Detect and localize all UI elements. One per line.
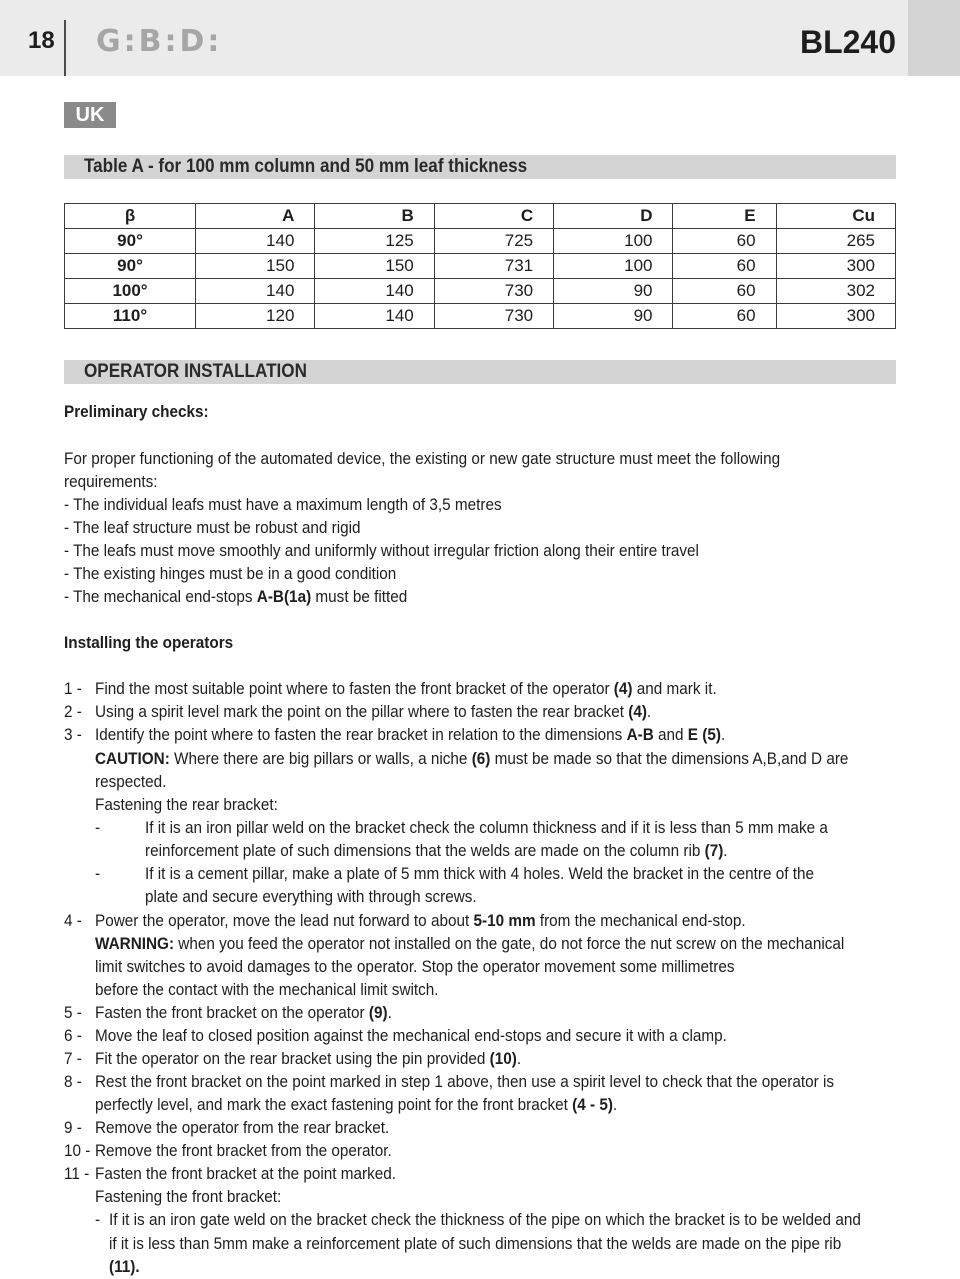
table-header-cell: β bbox=[65, 204, 196, 229]
section-title: OPERATOR INSTALLATION bbox=[84, 361, 307, 382]
table-cell: 302 bbox=[776, 279, 895, 304]
table-cell: 60 bbox=[673, 229, 776, 254]
table-cell: 140 bbox=[315, 304, 434, 329]
front-bracket-ref: (11). bbox=[109, 1257, 140, 1276]
table-cell: 731 bbox=[434, 254, 553, 279]
step-text-cont: perfectly level, and mark the exact fastening point for the front bracket (4 - 5). bbox=[95, 1095, 618, 1114]
table-title: Table A - for 100 mm column and 50 mm leaf thickness bbox=[84, 156, 528, 177]
table-header-cell: A bbox=[196, 204, 315, 229]
table-row bbox=[65, 229, 896, 254]
bullet-dash: - bbox=[95, 1210, 101, 1229]
table-cell: 730 bbox=[434, 304, 553, 329]
table-title-bar bbox=[64, 155, 896, 179]
page-header bbox=[0, 0, 960, 76]
rear-bracket-item-cont: reinforcement plate of such dimensions that the welds are made on the column rib (7). bbox=[145, 841, 728, 860]
rear-bracket-item: If it is a cement pillar, make a plate of 5 mm thick with 4 holes. Weld the bracket in the centre of the bbox=[145, 864, 814, 883]
step-number: 2 - bbox=[64, 702, 82, 721]
table-row bbox=[65, 279, 896, 304]
step-text: Fasten the front bracket at the point marked. bbox=[95, 1164, 397, 1183]
table-cell: 90 bbox=[554, 304, 673, 329]
dimensions-table bbox=[64, 203, 896, 329]
table-header-row bbox=[65, 204, 896, 229]
table-cell: 100 bbox=[554, 229, 673, 254]
step-number: 1 - bbox=[64, 679, 82, 698]
step-text: Identify the point where to fasten the rear bracket in relation to the dimensions A-B and E (5). bbox=[95, 725, 726, 744]
table-cell: 60 bbox=[673, 254, 776, 279]
section-title-bar bbox=[64, 360, 896, 384]
table-cell: 90° bbox=[65, 229, 196, 254]
table-cell: 140 bbox=[315, 279, 434, 304]
rear-bracket-item-cont: plate and secure everything with through screws. bbox=[145, 887, 477, 906]
table-row bbox=[65, 254, 896, 279]
table-cell: 90 bbox=[554, 279, 673, 304]
prelim-heading: Preliminary checks: bbox=[64, 402, 209, 421]
table-cell: 110° bbox=[65, 304, 196, 329]
step-number: 11 - bbox=[64, 1164, 90, 1183]
check-item: - The individual leafs must have a maximum length of 3,5 metres bbox=[64, 495, 502, 514]
caution-note: CAUTION: Where there are big pillars or walls, a niche (6) must be made so that the dimensions A,B,and D are bbox=[95, 749, 849, 768]
table-header-cell: B bbox=[315, 204, 434, 229]
check-item: - The mechanical end-stops A-B(1a) must be fitted bbox=[64, 587, 408, 606]
table-cell: 265 bbox=[776, 229, 895, 254]
table-cell: 725 bbox=[434, 229, 553, 254]
table-row bbox=[65, 304, 896, 329]
table-header-cell: D bbox=[554, 204, 673, 229]
prelim-intro-cont: requirements: bbox=[64, 472, 158, 491]
table-cell: 150 bbox=[315, 254, 434, 279]
step-number: 8 - bbox=[64, 1072, 82, 1091]
step-number: 7 - bbox=[64, 1049, 82, 1068]
step-number: 5 - bbox=[64, 1003, 82, 1022]
step-number: 6 - bbox=[64, 1026, 82, 1045]
rear-bracket-heading: Fastening the rear bracket: bbox=[95, 795, 278, 814]
header-corner-block bbox=[908, 0, 960, 76]
step-text: Remove the front bracket from the operator. bbox=[95, 1141, 392, 1160]
prelim-intro: For proper functioning of the automated device, the existing or new gate structure must meet the following bbox=[64, 449, 781, 468]
front-bracket-item-cont: if it is less than 5mm make a reinforcement plate of such dimensions that the welds are made on the pipe rib bbox=[109, 1234, 842, 1253]
table-cell: 140 bbox=[196, 279, 315, 304]
caution-note-cont: respected. bbox=[95, 772, 167, 791]
table-header-cell: E bbox=[673, 204, 776, 229]
warning-note: WARNING: when you feed the operator not installed on the gate, do not force the nut screw on the mechanical bbox=[95, 934, 845, 953]
step-number: 4 - bbox=[64, 911, 82, 930]
page-number: 18 bbox=[28, 27, 55, 54]
step-text: Power the operator, move the lead nut forward to about 5-10 mm from the mechanical end-stop. bbox=[95, 911, 746, 930]
table-cell: 60 bbox=[673, 304, 776, 329]
model-name: BL240 bbox=[799, 24, 896, 60]
step-text: Fit the operator on the rear bracket using the pin provided (10). bbox=[95, 1049, 522, 1068]
bullet-dash: - bbox=[95, 864, 101, 883]
warning-note-cont: before the contact with the mechanical limit switch. bbox=[95, 980, 439, 999]
table-cell: 300 bbox=[776, 304, 895, 329]
front-bracket-item: If it is an iron gate weld on the bracket check the thickness of the pipe on which the bracket is to be welded and bbox=[109, 1210, 861, 1229]
installing-heading: Installing the operators bbox=[64, 633, 234, 652]
warning-note-cont: limit switches to avoid damages to the operator. Stop the operator movement some millimetres bbox=[95, 957, 735, 976]
step-text: Find the most suitable point where to fasten the front bracket of the operator (4) and mark it. bbox=[95, 679, 717, 698]
step-text: Rest the front bracket on the point marked in step 1 above, then use a spirit level to check that the operator is bbox=[95, 1072, 835, 1091]
step-number: 3 - bbox=[64, 725, 82, 744]
table-cell: 150 bbox=[196, 254, 315, 279]
step-text: Fasten the front bracket on the operator (9). bbox=[95, 1003, 392, 1022]
table-cell: 140 bbox=[196, 229, 315, 254]
table-cell: 125 bbox=[315, 229, 434, 254]
step-text: Remove the operator from the rear bracket. bbox=[95, 1118, 390, 1137]
table-header-cell: C bbox=[434, 204, 553, 229]
table-cell: 100 bbox=[554, 254, 673, 279]
step-text: Using a spirit level mark the point on the pillar where to fasten the rear bracket (4). bbox=[95, 702, 652, 721]
table-header-cell: Cu bbox=[776, 204, 895, 229]
step-text: Move the leaf to closed position against the mechanical end-stops and secure it with a clamp. bbox=[95, 1026, 727, 1045]
rear-bracket-item: If it is an iron pillar weld on the bracket check the column thickness and if it is less than 5 mm make a bbox=[145, 818, 828, 837]
language-badge: UK bbox=[64, 102, 116, 128]
table-cell: 90° bbox=[65, 254, 196, 279]
check-item: - The leafs must move smoothly and uniformly without irregular friction along their entire travel bbox=[64, 541, 699, 560]
step-number: 10 - bbox=[64, 1141, 91, 1160]
check-item: - The existing hinges must be in a good condition bbox=[64, 564, 397, 583]
check-item: - The leaf structure must be robust and rigid bbox=[64, 518, 361, 537]
header-divider bbox=[64, 20, 66, 76]
step-number: 9 - bbox=[64, 1118, 82, 1137]
table-cell: 730 bbox=[434, 279, 553, 304]
front-bracket-heading: Fastening the front bracket: bbox=[95, 1187, 282, 1206]
table-cell: 60 bbox=[673, 279, 776, 304]
bullet-dash: - bbox=[95, 818, 101, 837]
gbd-logo: G:B:D: bbox=[96, 24, 223, 59]
table-cell: 120 bbox=[196, 304, 315, 329]
table-cell: 300 bbox=[776, 254, 895, 279]
table-cell: 100° bbox=[65, 279, 196, 304]
